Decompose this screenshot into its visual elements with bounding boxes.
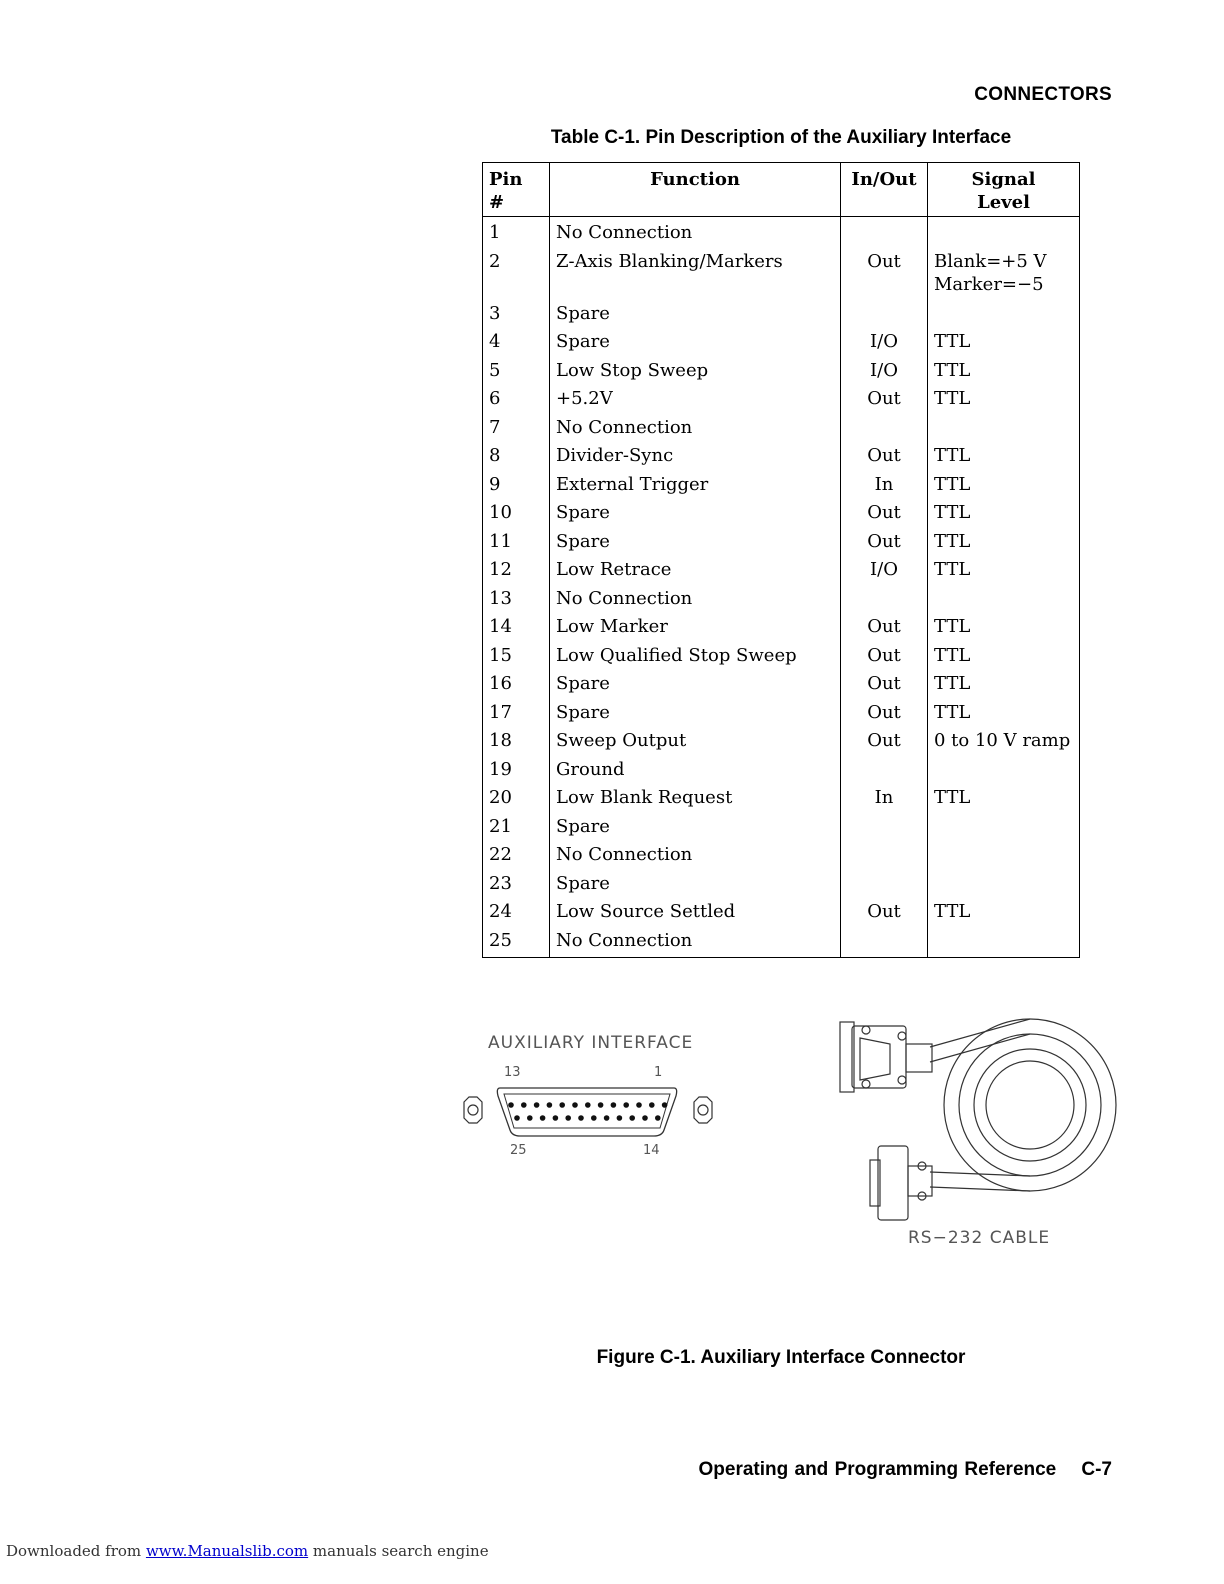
function-cell: Divider-Sync <box>550 444 841 473</box>
table-row <box>483 929 1080 958</box>
signal-level-cell <box>928 587 1080 616</box>
right-mounting-nut-icon <box>694 1097 712 1123</box>
inout-cell: I/O <box>841 359 928 388</box>
table-row <box>483 501 1080 530</box>
connector-pin <box>547 1102 553 1108</box>
inout-cell: Out <box>841 501 928 530</box>
connector-pin <box>521 1102 527 1108</box>
inout-cell: Out <box>841 530 928 559</box>
pin-cell: 14 <box>483 615 550 644</box>
inout-cell: Out <box>841 672 928 701</box>
pin-cell: 9 <box>483 473 550 502</box>
pin-cell: 22 <box>483 843 550 872</box>
pin-cell: 2 <box>483 250 550 302</box>
pin-cell: 20 <box>483 786 550 815</box>
signal-level-cell: TTL <box>934 388 971 409</box>
footer-reference-title: Operating and Programming Reference <box>698 1459 1057 1480</box>
pin-cell: 23 <box>483 872 550 901</box>
inout-cell: In <box>841 473 928 502</box>
table-row <box>483 473 1080 502</box>
connector-label: AUXILIARY INTERFACE <box>488 1033 694 1053</box>
pin-cell: 4 <box>483 330 550 359</box>
inout-cell: Out <box>841 701 928 730</box>
inout-cell: In <box>841 786 928 815</box>
connector-pin <box>662 1102 668 1108</box>
table-row <box>483 530 1080 559</box>
table-row <box>483 843 1080 872</box>
pin-description-table <box>482 162 1080 958</box>
signal-level-cell <box>928 843 1080 872</box>
signal-level-cell: TTL <box>934 331 971 352</box>
connector-pin <box>598 1102 604 1108</box>
inout-cell <box>841 758 928 787</box>
function-cell: No Connection <box>550 217 841 250</box>
pin-label-1: 1 <box>654 1065 663 1080</box>
table-row <box>483 330 1080 359</box>
signal-level-cell <box>928 217 1080 250</box>
cable-label: RS−232 CABLE <box>908 1228 1051 1248</box>
pin-cell: 10 <box>483 501 550 530</box>
signal-level-cell: TTL <box>934 502 971 523</box>
page-number: C-7 <box>1081 1459 1112 1480</box>
connector-pin <box>604 1115 610 1121</box>
table-row <box>483 359 1080 388</box>
figure-caption: Figure C-1. Auxiliary Interface Connector <box>596 1347 966 1368</box>
signal-level-cell: Blank=+5 V Marker=−5 <box>934 250 1047 295</box>
function-cell: Spare <box>550 530 841 559</box>
connector-pin <box>565 1115 571 1121</box>
inout-cell <box>841 416 928 445</box>
connector-pin <box>572 1102 578 1108</box>
function-cell: Spare <box>550 330 841 359</box>
function-cell: No Connection <box>550 587 841 616</box>
pin-cell: 19 <box>483 758 550 787</box>
pin-row-top <box>508 1102 667 1108</box>
table-row <box>483 250 1080 302</box>
table-row <box>483 587 1080 616</box>
inout-cell <box>841 843 928 872</box>
connector-pin <box>553 1115 559 1121</box>
pin-row-bottom <box>514 1115 660 1121</box>
table-row <box>483 416 1080 445</box>
inout-cell: Out <box>841 729 928 758</box>
page-footer <box>699 1459 1113 1481</box>
table-row <box>483 900 1080 929</box>
function-cell: Low Marker <box>550 615 841 644</box>
connector-pin <box>611 1102 617 1108</box>
inout-cell: Out <box>841 615 928 644</box>
pin-cell: 3 <box>483 302 550 331</box>
table-row <box>483 729 1080 758</box>
pin-cell: 8 <box>483 444 550 473</box>
function-cell: Spare <box>550 302 841 331</box>
pin-cell: 25 <box>483 929 550 958</box>
column-header-function: Function <box>550 163 841 217</box>
inout-cell <box>841 929 928 958</box>
table-row <box>483 387 1080 416</box>
inout-cell <box>841 872 928 901</box>
auxiliary-interface-figure <box>440 1000 1140 1270</box>
manualslib-link[interactable]: www.Manualslib.com <box>145 1542 309 1560</box>
table-row <box>483 615 1080 644</box>
connector-pin <box>655 1115 661 1121</box>
function-cell: Spare <box>550 872 841 901</box>
table-row <box>483 786 1080 815</box>
signal-level-cell: TTL <box>934 901 971 922</box>
table-row <box>483 701 1080 730</box>
column-header-signal-level: Signal Level <box>928 163 1080 217</box>
pin-cell: 7 <box>483 416 550 445</box>
table-row <box>483 672 1080 701</box>
table-header-row <box>483 163 1080 217</box>
signal-level-cell: TTL <box>934 473 971 495</box>
function-cell: Low Qualified Stop Sweep <box>550 644 841 673</box>
section-title: CONNECTORS <box>974 84 1112 105</box>
function-cell: Ground <box>550 758 841 787</box>
connector-pin <box>508 1102 514 1108</box>
connector-pin <box>559 1102 565 1108</box>
inout-cell: Out <box>841 250 928 302</box>
signal-level-cell: TTL <box>934 616 971 637</box>
function-cell: Spare <box>550 701 841 730</box>
connector-pin <box>629 1115 635 1121</box>
signal-level-cell: TTL <box>934 673 971 694</box>
inout-cell: Out <box>841 644 928 673</box>
table-row <box>483 558 1080 587</box>
signal-level-cell: TTL <box>934 701 971 723</box>
connector-pin <box>642 1115 648 1121</box>
connector-pin <box>649 1102 655 1108</box>
inout-cell <box>841 815 928 844</box>
inout-cell <box>841 587 928 616</box>
function-cell: Spare <box>550 672 841 701</box>
inout-cell: Out <box>841 900 928 929</box>
inout-cell <box>841 302 928 331</box>
signal-level-cell: TTL <box>934 530 971 552</box>
column-header-inout: In/Out <box>841 163 928 217</box>
signal-level-cell: TTL <box>934 644 971 666</box>
pin-cell: 17 <box>483 701 550 730</box>
table-caption: Table C-1. Pin Description of the Auxiliary Interface <box>550 127 1012 148</box>
connector-pin <box>617 1115 623 1121</box>
table-row <box>483 217 1080 250</box>
table-row <box>483 758 1080 787</box>
left-mounting-nut-icon <box>464 1097 482 1123</box>
inout-cell: I/O <box>841 330 928 359</box>
rs232-cable-icon <box>840 1019 1116 1220</box>
table-row <box>483 444 1080 473</box>
signal-level-cell <box>928 758 1080 787</box>
d-sub-25-connector <box>464 1088 712 1136</box>
pin-label-14: 14 <box>643 1143 660 1158</box>
download-prefix: Downloaded from <box>6 1542 142 1560</box>
pin-cell: 5 <box>483 359 550 388</box>
connector-pin <box>591 1115 597 1121</box>
function-cell: Low Source Settled <box>550 900 841 929</box>
pin-label-13: 13 <box>504 1065 521 1080</box>
table-row <box>483 815 1080 844</box>
function-cell: Spare <box>550 501 841 530</box>
signal-level-cell: TTL <box>934 359 971 381</box>
download-suffix: manuals search engine <box>312 1542 489 1560</box>
column-header-pin: Pin # <box>483 163 550 217</box>
download-note <box>6 1542 489 1560</box>
pin-label-25: 25 <box>510 1143 527 1158</box>
function-cell: +5.2V <box>550 387 841 416</box>
function-cell: Z-Axis Blanking/Markers <box>550 250 841 302</box>
pin-cell: 16 <box>483 672 550 701</box>
function-cell: External Trigger <box>550 473 841 502</box>
connector-pin <box>514 1115 520 1121</box>
connector-pin <box>636 1102 642 1108</box>
function-cell: Sweep Output <box>550 729 841 758</box>
pin-cell: 24 <box>483 900 550 929</box>
function-cell: No Connection <box>550 929 841 958</box>
signal-level-cell <box>928 416 1080 445</box>
pin-cell: 18 <box>483 729 550 758</box>
function-cell: No Connection <box>550 416 841 445</box>
inout-cell: Out <box>841 444 928 473</box>
function-cell: Spare <box>550 815 841 844</box>
pin-cell: 1 <box>483 217 550 250</box>
signal-level-cell <box>928 872 1080 901</box>
signal-level-cell <box>928 815 1080 844</box>
pin-cell: 6 <box>483 387 550 416</box>
function-cell: Low Blank Request <box>550 786 841 815</box>
pin-cell: 12 <box>483 558 550 587</box>
function-cell: Low Stop Sweep <box>550 359 841 388</box>
signal-level-cell <box>928 302 1080 331</box>
table-body <box>483 217 1080 958</box>
pin-cell: 11 <box>483 530 550 559</box>
signal-level-cell: 0 to 10 V ramp <box>934 730 1071 751</box>
connector-pin <box>578 1115 584 1121</box>
inout-cell: I/O <box>841 558 928 587</box>
pin-cell: 13 <box>483 587 550 616</box>
function-cell: Low Retrace <box>550 558 841 587</box>
connector-pin <box>623 1102 629 1108</box>
function-cell: No Connection <box>550 843 841 872</box>
connector-pin <box>527 1115 533 1121</box>
signal-level-cell: TTL <box>934 559 971 580</box>
pin-cell: 21 <box>483 815 550 844</box>
table-row <box>483 872 1080 901</box>
table-row <box>483 644 1080 673</box>
signal-level-cell <box>928 929 1080 958</box>
pin-cell: 15 <box>483 644 550 673</box>
connector-pin <box>540 1115 546 1121</box>
inout-cell: Out <box>841 387 928 416</box>
connector-pin <box>585 1102 591 1108</box>
connector-pin <box>534 1102 540 1108</box>
table-row <box>483 302 1080 331</box>
signal-level-cell: TTL <box>934 787 971 808</box>
inout-cell <box>841 217 928 250</box>
signal-level-cell: TTL <box>934 445 971 466</box>
